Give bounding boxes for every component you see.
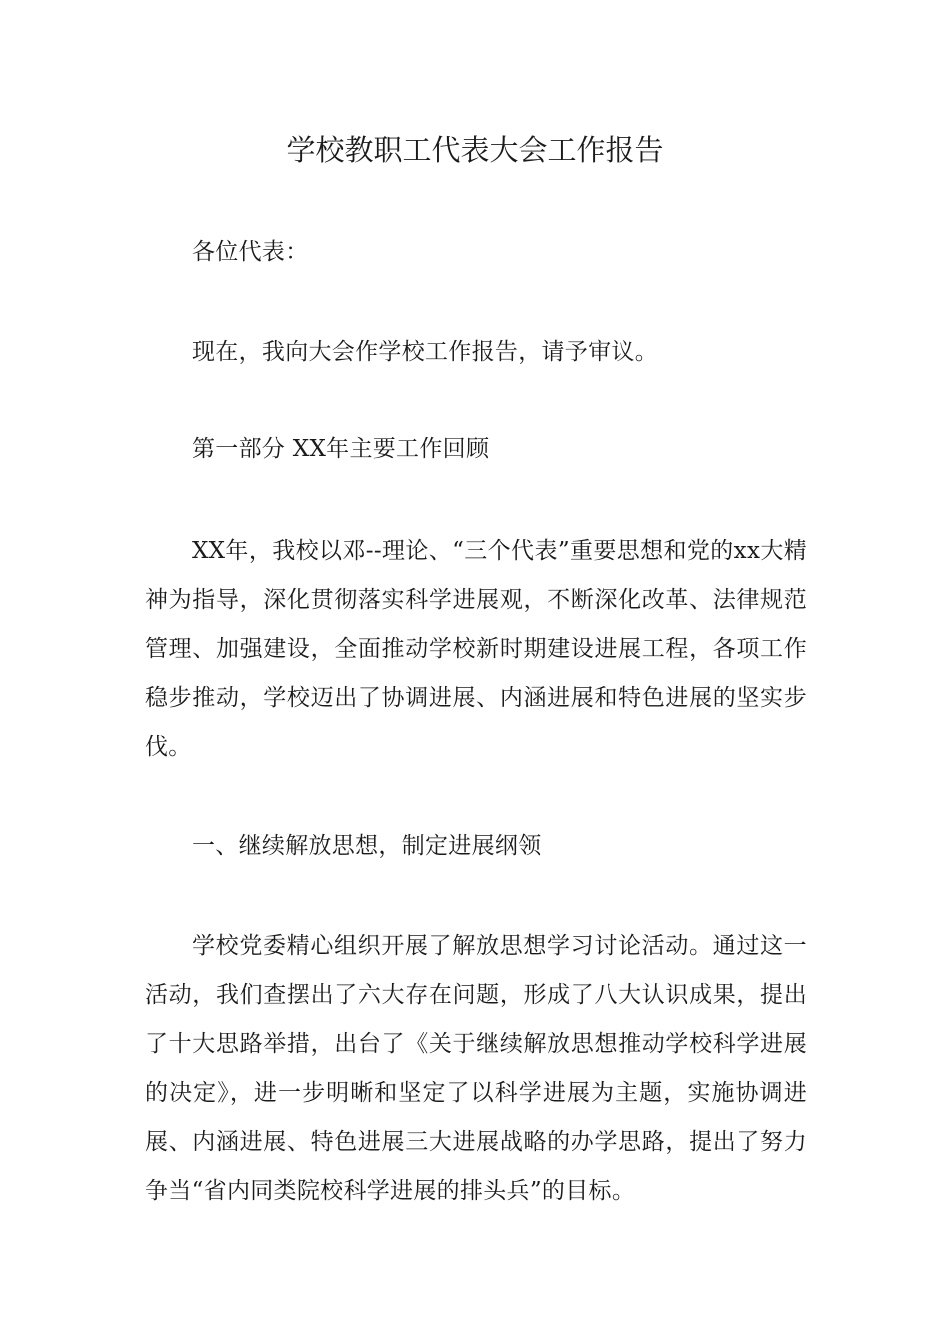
part-one-heading: 第一部分 XX年主要工作回顾: [192, 436, 490, 462]
body-paragraph: XX年，我校以邓--理论、“三个代表”重要思想和党的xx大精神为指导，深化贯彻落实科学进展观，不断深化改革、法律规范管理、加强建设，全面推动学校新时期建设进展工程，各项工作稳步推动，学校迈出了协调进展、内涵进展和特色进展的坚实步伐。: [145, 538, 807, 760]
intro-paragraph: 现在，我向大会作学校工作报告，请予审议。: [192, 339, 658, 365]
greeting-paragraph: 各位代表：: [192, 239, 309, 265]
section-one-heading: 一、继续解放思想，制定进展纲领: [192, 833, 542, 859]
body-paragraph: 学校党委精心组织开展了解放思想学习讨论活动。通过这一活动，我们查摆出了六大存在问题，形成了八大认识成果，提出了十大思路举措，出台了《关于继续解放思想推动学校科学进展的决定》，进一步明晰和坚定了以科学进展为主题，实施协调进展、内涵进展、特色进展三大进展战略的办学思路，提出了努力争当“省内同类院校科学进展的排头兵”的目标。: [145, 933, 807, 1204]
document-title: 学校教职工代表大会工作报告: [286, 133, 664, 167]
